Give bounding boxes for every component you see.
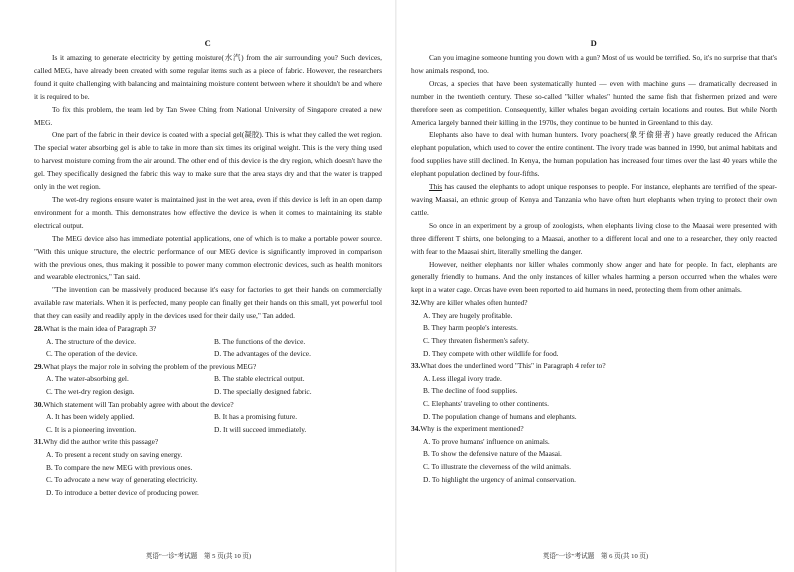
question-text: What is the main idea of Paragraph 3? — [43, 324, 157, 334]
answer-option: A. They are hugely profitable. — [423, 310, 513, 320]
question-number: 32. — [411, 298, 421, 308]
question-number: 28. — [34, 324, 44, 334]
answer-option: B. To compare the new MEG with previous ones. — [46, 462, 193, 472]
paragraph: "The invention can be massively produced because it's easy for factories to get their hands on commercially available raw materials. When it is perfected, many people can finally get their hands on this small, yet powerful tool that they can easily and readily apply in the devices used for their daily use," Tan added. — [34, 285, 382, 321]
passage-d — [411, 52, 777, 181]
question-item — [411, 423, 777, 486]
answer-option: C. Elephants' traveling to other continents. — [423, 398, 549, 408]
answer-option: D. The specially designed fabric. — [214, 387, 312, 396]
question-number: 34. — [411, 424, 421, 434]
passage-d-cont — [411, 220, 777, 297]
question-stem — [34, 361, 382, 374]
answer-option: D. To highlight the urgency of animal conservation. — [423, 474, 576, 484]
section-heading-c: C — [204, 38, 212, 48]
answer-option: A. The structure of the device. — [46, 336, 136, 346]
right-column — [411, 38, 777, 486]
question-item — [34, 323, 382, 361]
paragraph: The MEG device also has immediate potential applications, one of which is to make a portable power source. "With this unique structure, the electric performance of our MEG device is significantly improved in comparison with the previous ones, thus making it possible to power many common electronic devices, such as health monitors and wearable electronics," Tan said. — [34, 233, 382, 282]
left-column — [34, 38, 382, 499]
question-number: 31. — [34, 437, 44, 447]
answer-option: D. It will succeed immediately. — [214, 424, 307, 434]
answer-options — [34, 373, 382, 398]
question-stem — [34, 399, 382, 412]
answer-option: D. The population change of humans and elephants. — [423, 411, 577, 421]
paragraph: Can you imagine someone hunting you down with a gun? Most of us would be terrified. So, it's no surprise that that's how animals respond, too. — [411, 53, 777, 75]
paragraph: Elephants also have to deal with human hunters. Ivory poachers(象牙偷猎者) have greatly reduced the African elephant population, which used to cover the entire continent. The ivory trade was banned in 1990, but animal habitats and food supplies have still declined. In Kenya, the human population has increased four times over the last 40 years while the elephant population declined by four-fifths. — [411, 130, 777, 179]
paragraph-4-rest: has caused the elephants to adopt unique responses to people. For instance, elephants are terrified of the spear-waving Maasai, an ethnic group of Kenya and Tanzania who have often hurt elephants when trying to protect their own cattle. — [411, 182, 777, 217]
question-item — [411, 297, 777, 360]
answer-option: A. Less illegal ivory trade. — [423, 373, 502, 383]
answer-option: A. To present a recent study on saving energy. — [46, 449, 183, 459]
question-stem — [411, 297, 777, 310]
answer-option: B. The stable electrical output. — [214, 374, 305, 384]
answer-option: D. The advantages of the device. — [214, 349, 311, 359]
answer-option: B. The decline of food supplies. — [423, 386, 518, 396]
question-item — [34, 361, 382, 399]
answer-options — [34, 336, 382, 361]
answer-options — [411, 310, 777, 360]
question-text: Why are killer whales often hunted? — [420, 298, 528, 308]
question-stem — [34, 323, 382, 336]
question-text: What does the underlined word "This" in Paragraph 4 refer to? — [420, 361, 606, 371]
question-text: Why is the experiment mentioned? — [420, 424, 524, 434]
question-item — [34, 436, 382, 499]
answer-option: C. They threaten fishermen's safety. — [423, 336, 529, 345]
answer-option: B. The functions of the device. — [214, 336, 306, 346]
paragraph-4 — [411, 181, 777, 220]
question-text: What plays the major role in solving the problem of the previous MEG? — [43, 361, 257, 371]
paragraph: Orcas, a species that have been systematically hunted — even with machine guns — dramatically decreased in number in the twentieth century. These so-called "killer whales" hunted the same fish that fishermen prized and were therefore seen as competition. Consequently, killer whales began avoiding certain locations and routes. But while North America largely banned their killing in the 1970s, they continue to be hunted in Greenland to this day. — [411, 78, 777, 127]
question-text: Why did the author write this passage? — [43, 437, 159, 447]
answer-option: C. It is a pioneering invention. — [46, 424, 137, 434]
answer-options — [34, 449, 382, 499]
page-footer-left: 英语"一诊"考试题 第 5 页(共 10 页) — [145, 553, 252, 560]
paragraph: One part of the fabric in their device is coated with a special gel(凝胶). This is what they called the wet region. The special water absorbing gel is able to take in more than six times its original weight. This is the very thing used to harvest moisture coming from the air around. The other end of this device is the dry region, which doesn't have the gel. They specifically designed the fabric this way to make sure that the area stays dry and that the water is trapped only in the wet region. — [34, 130, 382, 192]
answer-options — [411, 373, 777, 423]
question-stem — [34, 436, 382, 449]
answer-option: A. The water-absorbing gel. — [46, 374, 129, 384]
passage-c — [34, 52, 382, 323]
question-number: 33. — [411, 361, 421, 371]
paragraph: To fix this problem, the team led by Tan Swee Ching from National University of Singapore created a new MEG. — [34, 104, 382, 127]
questions-c — [34, 323, 382, 499]
section-heading-d: D — [590, 38, 598, 48]
underlined-word-this: This — [429, 182, 443, 192]
paragraph: So once in an experiment by a group of zoologists, when elephants living close to the Maasai were presented with three different T shirts, one belonging to a Maasai, another to a different local and one to a researcher, they only reacted with fear to the Maasai shirt, literally smelling the danger. — [411, 220, 777, 256]
answer-option: B. To show the defensive nature of the Maasai. — [423, 449, 562, 459]
answer-option: C. The operation of the device. — [46, 349, 138, 359]
question-item — [34, 399, 382, 437]
answer-options — [411, 436, 777, 486]
answer-option: A. It has been widely applied. — [46, 412, 135, 422]
answer-option: C. To advocate a new way of generating electricity. — [46, 475, 198, 485]
answer-option: B. It has a promising future. — [214, 412, 298, 422]
question-text: Which statement will Tan probably agree with about the device? — [43, 399, 234, 409]
answer-option: D. They compete with other wildlife for food. — [423, 348, 559, 358]
question-stem — [411, 423, 777, 436]
question-item — [411, 360, 777, 423]
answer-option: A. To prove humans' influence on animals. — [423, 436, 550, 446]
answer-option: C. The wet-dry region design. — [46, 387, 135, 396]
question-number: 30. — [34, 399, 44, 409]
answer-options — [34, 411, 382, 436]
question-number: 29. — [34, 361, 44, 371]
answer-option: C. To illustrate the cleverness of the wild animals. — [423, 461, 571, 471]
paragraph: Is it amazing to generate electricity by getting moisture(水汽) from the air surrounding you? Such devices, called MEG, have already been created with some regular items such as a piece of fabric. However, the researchers found it quite challenging with balancing and maintaining moisture content between where it shouldn't be and where it is required to be. — [34, 53, 382, 101]
paragraph: However, neither elephants nor killer whales commonly show anger and hate for people. In fact, elephants are generally friendly to humans. And the only instances of killer whales harming a person occurred when the whales were kept in a water cage. Orcas have even been reported to aid humans in need, protecting them from other animals. — [411, 259, 777, 295]
answer-option: B. They harm people's interests. — [423, 323, 518, 333]
questions-d — [411, 297, 777, 486]
paragraph: The wet-dry regions ensure water is maintained just in the wet area, even if this device is left in an open damp environment for a month. This demonstrates how effective the device is when it comes to maintaining its stable electrical output. — [34, 194, 382, 230]
page-footer-right: 英语"一诊"考试题 第 6 页(共 10 页) — [542, 553, 649, 560]
right-page — [397, 0, 794, 572]
answer-option: D. To introduce a better device of producing power. — [46, 487, 199, 497]
question-stem — [411, 360, 777, 373]
